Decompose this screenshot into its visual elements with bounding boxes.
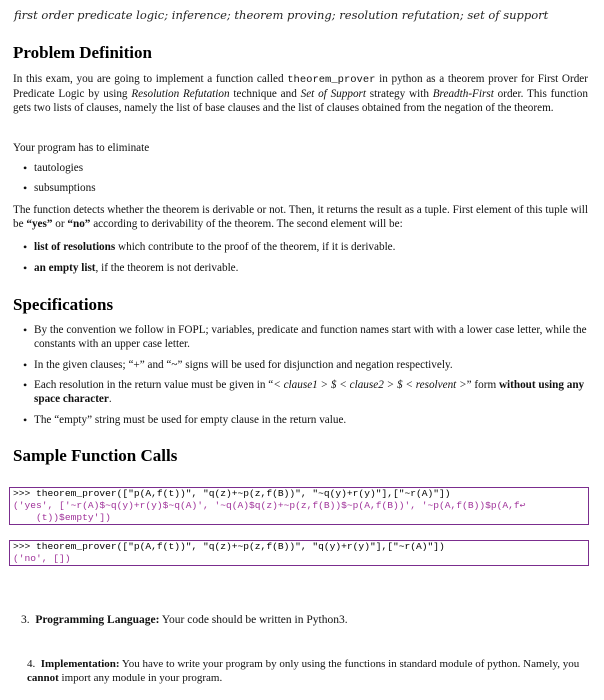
- spec-item-resolution-form: • Each resolution in the return value must be given in “< clause1 > $ < clause2 > $ < resolvent >” form without using any space character.: [34, 378, 589, 406]
- problem-paragraph-1: In this exam, you are going to implement a function called theorem_prover in python as a theorem prover for First Order Predicate Logic by using Resolution Refutation technique and Set of Support strategy with Breadth-First order. This function gets two lists of clauses, namely the list of base clauses and the list of clauses obtained from the negation of the theorem.: [13, 73, 588, 114]
- problem-paragraph-3: The function detects whether the theorem is derivable or not. Then, it returns the result as a tuple. First element of this tuple will be “yes” or “no” according to derivability of the theorem. The second element will be:: [13, 204, 588, 230]
- eliminate-paragraph: Your program has to eliminate: [13, 142, 150, 154]
- code-output-1a: ('yes', ['~r(A)$~q(y)+r(y)$~q(A)', '~q(A)$q(z)+~p(z,f(B))$~p(A,f(B))', '~p(A,f(B))$p(A,f↩: [13, 500, 526, 511]
- eliminate-item-tautologies: • tautologies: [34, 161, 589, 175]
- spec-item-convention: • By the convention we follow in FOPL; variables, predicate and function names start with with a lower case letter, while the constants with an upper case letter.: [34, 323, 589, 351]
- specifications-heading: Specifications: [13, 295, 114, 314]
- sample-calls-heading: Sample Function Calls: [13, 446, 178, 465]
- code-block-call-1: [9, 487, 589, 525]
- keywords-line: first order predicate logic; inference; theorem proving; resolution refutation; set of support: [14, 8, 549, 22]
- code-call-1: >>> theorem_prover(["p(A,f(t))", "q(z)+~p(z,f(B))", "~q(y)+r(y)"],["~r(A)"]): [13, 488, 451, 499]
- result-item-empty-list: • an empty list, if the theorem is not derivable.: [34, 261, 589, 275]
- result-item-list-of-resolutions: • list of resolutions which contribute to the proof of the theorem, if it is derivable.: [34, 240, 589, 254]
- eliminate-item-subsumptions: • subsumptions: [34, 181, 589, 195]
- item-4: 4. Implementation: You have to write your program by only using the functions in standard module of python. Namely, you cannot import any module in your program.: [27, 658, 580, 684]
- code-call-2: >>> theorem_prover(["p(A,f(t))", "q(z)+~p(z,f(B))", "q(y)+r(y)"],["~r(A)"]): [13, 541, 445, 552]
- function-name-code: theorem_prover: [287, 74, 376, 86]
- code-block-call-2: [9, 540, 589, 566]
- spec-item-empty-string: • The “empty” string must be used for empty clause in the return value.: [34, 413, 589, 427]
- problem-definition-heading: Problem Definition: [13, 43, 152, 62]
- code-output-2: ('no', []): [13, 553, 71, 564]
- code-output-1b: (t))$empty']): [13, 512, 111, 523]
- item-3: 3. Programming Language: Your code should be written in Python3.: [21, 614, 348, 626]
- spec-item-signs: • In the given clauses; “+” and “~” signs will be used for disjunction and negation respectively.: [34, 358, 589, 372]
